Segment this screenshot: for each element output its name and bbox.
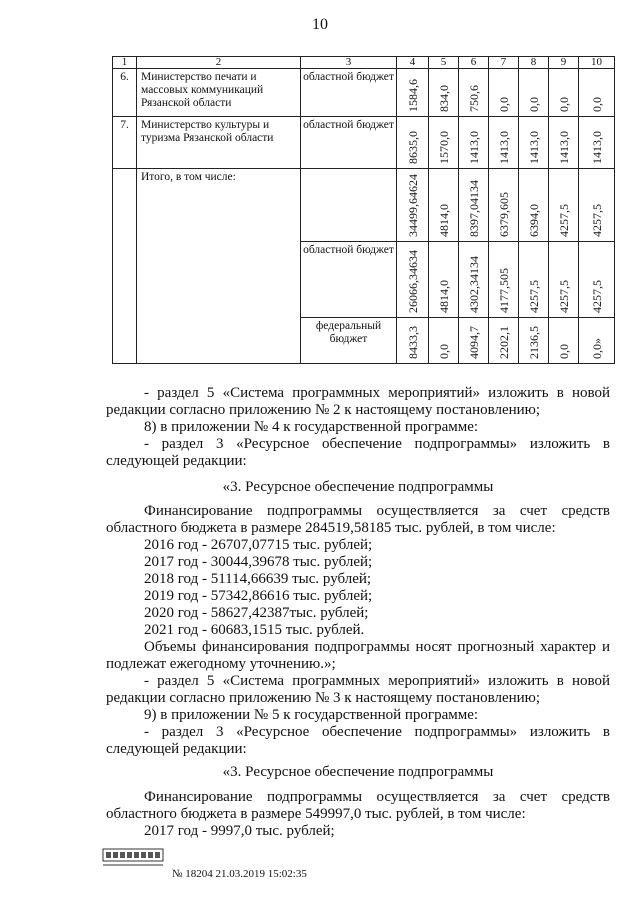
value-cell: 8433,3	[405, 326, 420, 359]
paragraph-line: подлежат ежегодному уточнению.»;	[106, 656, 336, 672]
document-id: № 18204 21.03.2019 15:02:35	[172, 868, 307, 880]
paragraph-line: Финансирование подпрограммы осуществляется за счет средств	[144, 503, 610, 519]
registry-stamp-icon	[102, 846, 164, 868]
row-number: 7.	[113, 117, 137, 169]
value-cell: 4177,505	[496, 268, 511, 313]
paragraph-line: областного бюджета в размере 549997,0 тыс. рублей, в том числе:	[106, 806, 526, 822]
agency-name: Министерство печати и массовых коммуникаций Рязанской области	[137, 69, 301, 117]
value-cell: 26066,34634	[405, 250, 420, 313]
row-number: 6.	[113, 69, 137, 117]
funding-year-line: 2016 год - 26707,07715 тыс. рублей;	[144, 537, 373, 553]
value-cell: 6379,605	[496, 192, 511, 237]
funding-source: областной бюджет	[301, 242, 397, 318]
value-cell: 1413,0	[496, 131, 511, 164]
value-cell: 1584,6	[405, 79, 420, 112]
col-header: 9	[549, 57, 579, 69]
paragraph-line: - раздел 3 «Ресурсное обеспечение подпрограммы» изложить в	[144, 724, 610, 740]
col-header: 10	[579, 57, 615, 69]
paragraph-line: следующей редакции:	[106, 453, 247, 469]
paragraph-line: Финансирование подпрограммы осуществляется за счет средств	[144, 789, 610, 805]
value-cell: 4094,7	[466, 326, 481, 359]
funding-year-line: 2017 год - 9997,0 тыс. рублей;	[144, 823, 335, 839]
col-header: 7	[489, 57, 519, 69]
value-cell: 2136,5	[526, 326, 541, 359]
col-header: 1	[113, 57, 137, 69]
value-cell: 2202,1	[496, 326, 511, 359]
paragraph-line: Объемы финансирования подпрограммы носят прогнозный характер и	[144, 639, 610, 655]
funding-year-line: 2020 год - 58627,42387тыс. рублей;	[144, 605, 369, 621]
funding-year-line: 2019 год - 57342,86616 тыс. рублей;	[144, 588, 373, 604]
col-header: 3	[301, 57, 397, 69]
paragraph-line: 8) в приложении № 4 к государственной программе:	[144, 419, 479, 435]
row-number-empty	[113, 169, 137, 364]
page-number: 10	[312, 16, 328, 33]
budget-table	[112, 56, 615, 364]
paragraph-line: областного бюджета в размере 284519,58185 тыс. рублей, в том числе:	[106, 520, 556, 536]
value-cell: 0,0	[526, 97, 541, 112]
funding-source: областной бюджет	[301, 69, 397, 117]
value-cell: 8397,04134	[466, 180, 481, 237]
col-header: 5	[429, 57, 459, 69]
agency-name: Министерство культуры и туризма Рязанской области	[137, 117, 301, 169]
value-cell: 1413,0	[556, 131, 571, 164]
funding-source: областной бюджет	[301, 117, 397, 169]
value-cell: 0,0	[436, 344, 451, 359]
value-cell: 4302,34134	[466, 256, 481, 313]
value-cell: 0,0»	[589, 338, 604, 359]
col-header: 8	[519, 57, 549, 69]
value-cell: 8635,0	[405, 131, 420, 164]
value-cell: 34499,64624	[405, 174, 420, 237]
value-cell: 1413,0	[589, 131, 604, 164]
value-cell: 1570,0	[436, 131, 451, 164]
value-cell: 0,0	[589, 97, 604, 112]
table-header-row	[113, 57, 615, 69]
value-cell: 750,6	[466, 85, 481, 112]
table-row	[113, 69, 615, 117]
paragraph-line: редакции согласно приложению № 3 к настоящему постановлению;	[106, 690, 541, 706]
paragraph-line: 9) в приложении № 5 к государственной программе:	[144, 707, 479, 723]
value-cell: 0,0	[556, 344, 571, 359]
value-cell: 4257,5	[589, 204, 604, 237]
value-cell: 834,0	[436, 85, 451, 112]
value-cell: 4257,5	[526, 280, 541, 313]
section-heading: «3. Ресурсное обеспечение подпрограммы	[222, 479, 494, 495]
funding-source: федеральный бюджет	[301, 318, 397, 364]
funding-year-line: 2018 год - 51114,66639 тыс. рублей;	[144, 571, 372, 587]
paragraph-line: редакции согласно приложению № 2 к настоящему постановлению;	[106, 402, 541, 418]
value-cell: 0,0	[496, 97, 511, 112]
col-header: 4	[397, 57, 429, 69]
table-row-total	[113, 169, 615, 242]
value-cell: 4257,5	[556, 204, 571, 237]
value-cell: 4814,0	[436, 204, 451, 237]
value-cell: 4814,0	[436, 280, 451, 313]
funding-year-line: 2017 год - 30044,39678 тыс. рублей;	[144, 554, 373, 570]
paragraph-line: - раздел 5 «Система программных мероприятий» изложить в новой	[144, 673, 610, 689]
funding-source-empty	[301, 169, 397, 242]
value-cell: 1413,0	[466, 131, 481, 164]
paragraph-line: следующей редакции:	[106, 741, 247, 757]
col-header: 6	[459, 57, 489, 69]
value-cell: 4257,5	[589, 280, 604, 313]
value-cell: 6394,0	[526, 204, 541, 237]
col-header: 2	[137, 57, 301, 69]
funding-year-line: 2021 год - 60683,1515 тыс. рублей.	[144, 622, 365, 638]
paragraph-line: - раздел 3 «Ресурсное обеспечение подпрограммы» изложить в	[144, 436, 610, 452]
table-row	[113, 117, 615, 169]
section-heading: «3. Ресурсное обеспечение подпрограммы	[222, 764, 494, 780]
paragraph-line: - раздел 5 «Система программных мероприятий» изложить в новой	[144, 385, 610, 401]
value-cell: 0,0	[556, 97, 571, 112]
value-cell: 4257,5	[556, 280, 571, 313]
value-cell: 1413,0	[526, 131, 541, 164]
total-label: Итого, в том числе:	[137, 169, 301, 364]
